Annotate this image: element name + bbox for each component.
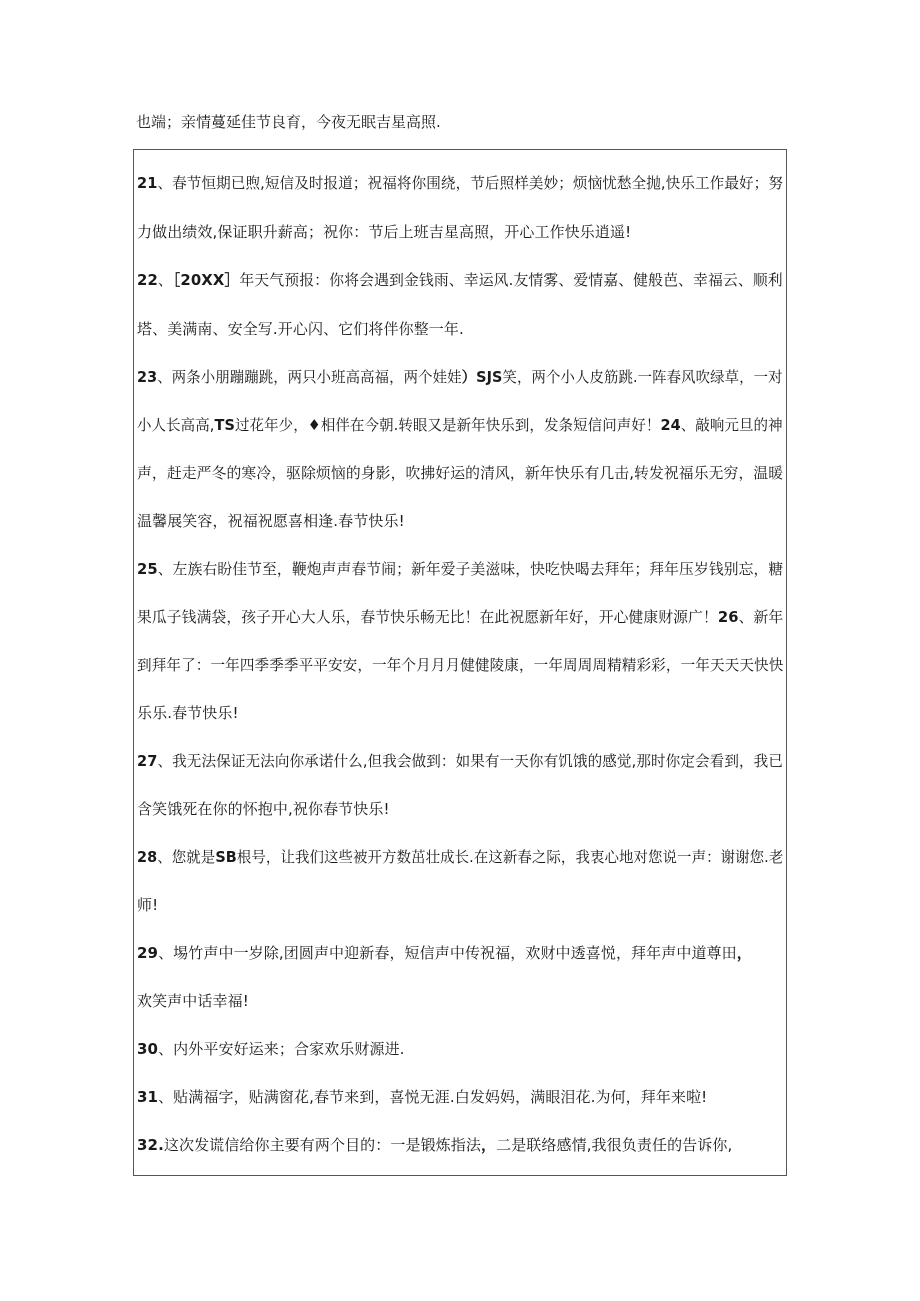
entry-9-line-0 bbox=[137, 1133, 732, 1157]
entry-text-segment: 二是联络感情,我很负责任的告诉你, bbox=[496, 1136, 733, 1154]
entry-6-line-1 bbox=[137, 989, 249, 1013]
entry-text-segment: 、左族右盼佳节至，鞭炮声声春节闹；新年爱子美滋味，快吃快喝去拜年；拜年压岁钱别忘，糖 bbox=[157, 560, 784, 578]
entry-text-segment: 师! bbox=[137, 896, 159, 914]
entry-text-segment: 含笑饿死在你的怀抱中,祝你春节快乐! bbox=[137, 800, 390, 818]
entry-0-line-0 bbox=[137, 171, 783, 195]
entry-text-segment: 24 bbox=[660, 416, 681, 434]
entry-3-line-0 bbox=[137, 557, 783, 581]
entry-text-segment: 32. bbox=[137, 1136, 164, 1154]
entry-text-segment: 28 bbox=[137, 848, 158, 866]
entry-text-segment: 到拜年了：一年四季季季平平安安，一年个月月月健健陵康，一年周周周精精彩彩，一年天天天快快 bbox=[137, 656, 784, 674]
entry-2-line-2 bbox=[137, 461, 783, 485]
entry-text-segment: 乐乐.春节快乐! bbox=[137, 704, 239, 722]
entry-text-segment: 27 bbox=[137, 752, 158, 770]
entry-text-segment: 29 bbox=[137, 944, 159, 962]
entry-text-segment: 果瓜子钱满袋，孩子开心大人乐，春节快乐畅无比！在此祝愿新年好，开心健康财源广！ bbox=[137, 608, 718, 626]
entry-1-line-0 bbox=[137, 268, 783, 292]
entry-7-line-0 bbox=[137, 1037, 405, 1061]
entry-text-segment: 23 bbox=[137, 368, 158, 386]
entry-text-segment: 力做出绩效,保证职升薪高；祝你：节后上班吉星高照，开心工作快乐逍遥! bbox=[137, 223, 632, 241]
entry-text-segment: 31 bbox=[137, 1088, 159, 1106]
entry-4-line-0 bbox=[137, 749, 783, 773]
content-box bbox=[133, 149, 787, 1176]
entry-text-segment: ［20XX］ bbox=[172, 271, 240, 289]
entry-text-segment: 、 bbox=[157, 271, 173, 289]
entry-text-segment: 根号，让我们这些被开方数茁壮成长.在这新春之际，我衷心地对您说一声：谢谢您.老 bbox=[236, 848, 784, 866]
entry-text-segment: 相伴在今朝.转眼又是新年快乐到，发条短信问声好！ bbox=[320, 416, 661, 434]
entry-3-line-1 bbox=[137, 605, 783, 629]
entry-text-segment: ， bbox=[480, 1136, 497, 1154]
entry-text-segment: 声，赶走严冬的寒冷，驱除烦恼的身影，吹拂好运的清风，新年快乐有几击,转发祝福乐无穷，温暖 bbox=[137, 464, 784, 482]
entry-text-segment: SB bbox=[215, 848, 237, 866]
entry-text-segment: 22 bbox=[137, 271, 158, 289]
entry-5-line-1 bbox=[137, 893, 158, 917]
entry-6-line-0 bbox=[137, 941, 752, 965]
entry-text-segment: 、敲响元旦的神 bbox=[680, 416, 783, 434]
entry-0-line-1 bbox=[137, 220, 631, 244]
entry-text-segment: 30 bbox=[137, 1040, 159, 1058]
entry-2-line-0 bbox=[137, 365, 783, 389]
entry-text-segment: 、两条小朋蹦蹦跳，两只小班高高福，两个娃娃 bbox=[157, 368, 462, 386]
entry-text-segment: 、埸竹声中一岁除,团圆声中迎新春，短信声中传祝福，欢财中透喜悦，拜年声中道尊田 bbox=[158, 944, 737, 962]
entry-text-segment: 、内外平安好运来；合家欢乐财源进. bbox=[158, 1040, 405, 1058]
entry-8-line-0 bbox=[137, 1085, 707, 1109]
entry-text-segment: 笑，两个小人皮筋跳.一阵春风吹绿草，一对 bbox=[502, 368, 783, 386]
entry-4-line-1 bbox=[137, 797, 390, 821]
entry-text-segment: 26 bbox=[717, 608, 739, 626]
entry-text-segment: 25 bbox=[137, 560, 158, 578]
entry-text-segment: 、新年 bbox=[738, 608, 784, 626]
entry-5-line-0 bbox=[137, 845, 783, 869]
entry-text-segment: 小人长高高, bbox=[137, 416, 215, 434]
entry-text-segment: ♦ bbox=[307, 416, 321, 434]
entry-text-segment: 、我无法保证无法向你承诺什么,但我会做到：如果有一天你有饥饿的感觉,那时你定会看到，我已 bbox=[157, 752, 784, 770]
entry-text-segment: 温馨展笑容，祝福祝愿喜相逢.春节快乐! bbox=[137, 512, 405, 530]
entry-text-segment: 21 bbox=[137, 174, 158, 192]
entry-text-segment: ， bbox=[736, 944, 752, 962]
entry-1-line-1 bbox=[137, 317, 464, 341]
entry-3-line-2 bbox=[137, 653, 783, 677]
entry-text-segment: TS bbox=[214, 416, 235, 434]
entry-3-line-3 bbox=[137, 701, 239, 725]
intro-line: 也端；亲情蔓延佳节良育，今夜无眠吉星高照. bbox=[136, 113, 441, 131]
entry-text-segment: 、您就是 bbox=[157, 848, 216, 866]
entry-text-segment: 过花年少， bbox=[234, 416, 308, 434]
entry-text-segment: 塔、美满南、安全写.开心闪、它们将伴你整一年. bbox=[137, 320, 464, 338]
entry-text-segment: 欢笑声中话幸福! bbox=[137, 992, 249, 1010]
entry-text-segment: 、春节恒期已煦,短信及时报道；祝福将你围绕，节后照样美妙；烦恼忧愁全抛,快乐工作最好；努 bbox=[157, 174, 784, 192]
entry-text-segment: 这次发谎信给你主要有两个目的：一是锻炼指法 bbox=[163, 1136, 481, 1154]
entry-2-line-3 bbox=[137, 509, 405, 533]
entry-2-line-1 bbox=[137, 413, 783, 437]
entry-text-segment: 年天气预报：你将会遇到金钱雨、幸运风.友情雾、爱情嘉、健般芭、幸福云、顺利 bbox=[239, 271, 783, 289]
entry-text-segment: 、贴满福字，贴满窗花,春节来到，喜悦无涯.白发妈妈，满眼泪花.为何，拜年来啦! bbox=[158, 1088, 708, 1106]
entry-text-segment: ）SJS bbox=[461, 368, 503, 386]
